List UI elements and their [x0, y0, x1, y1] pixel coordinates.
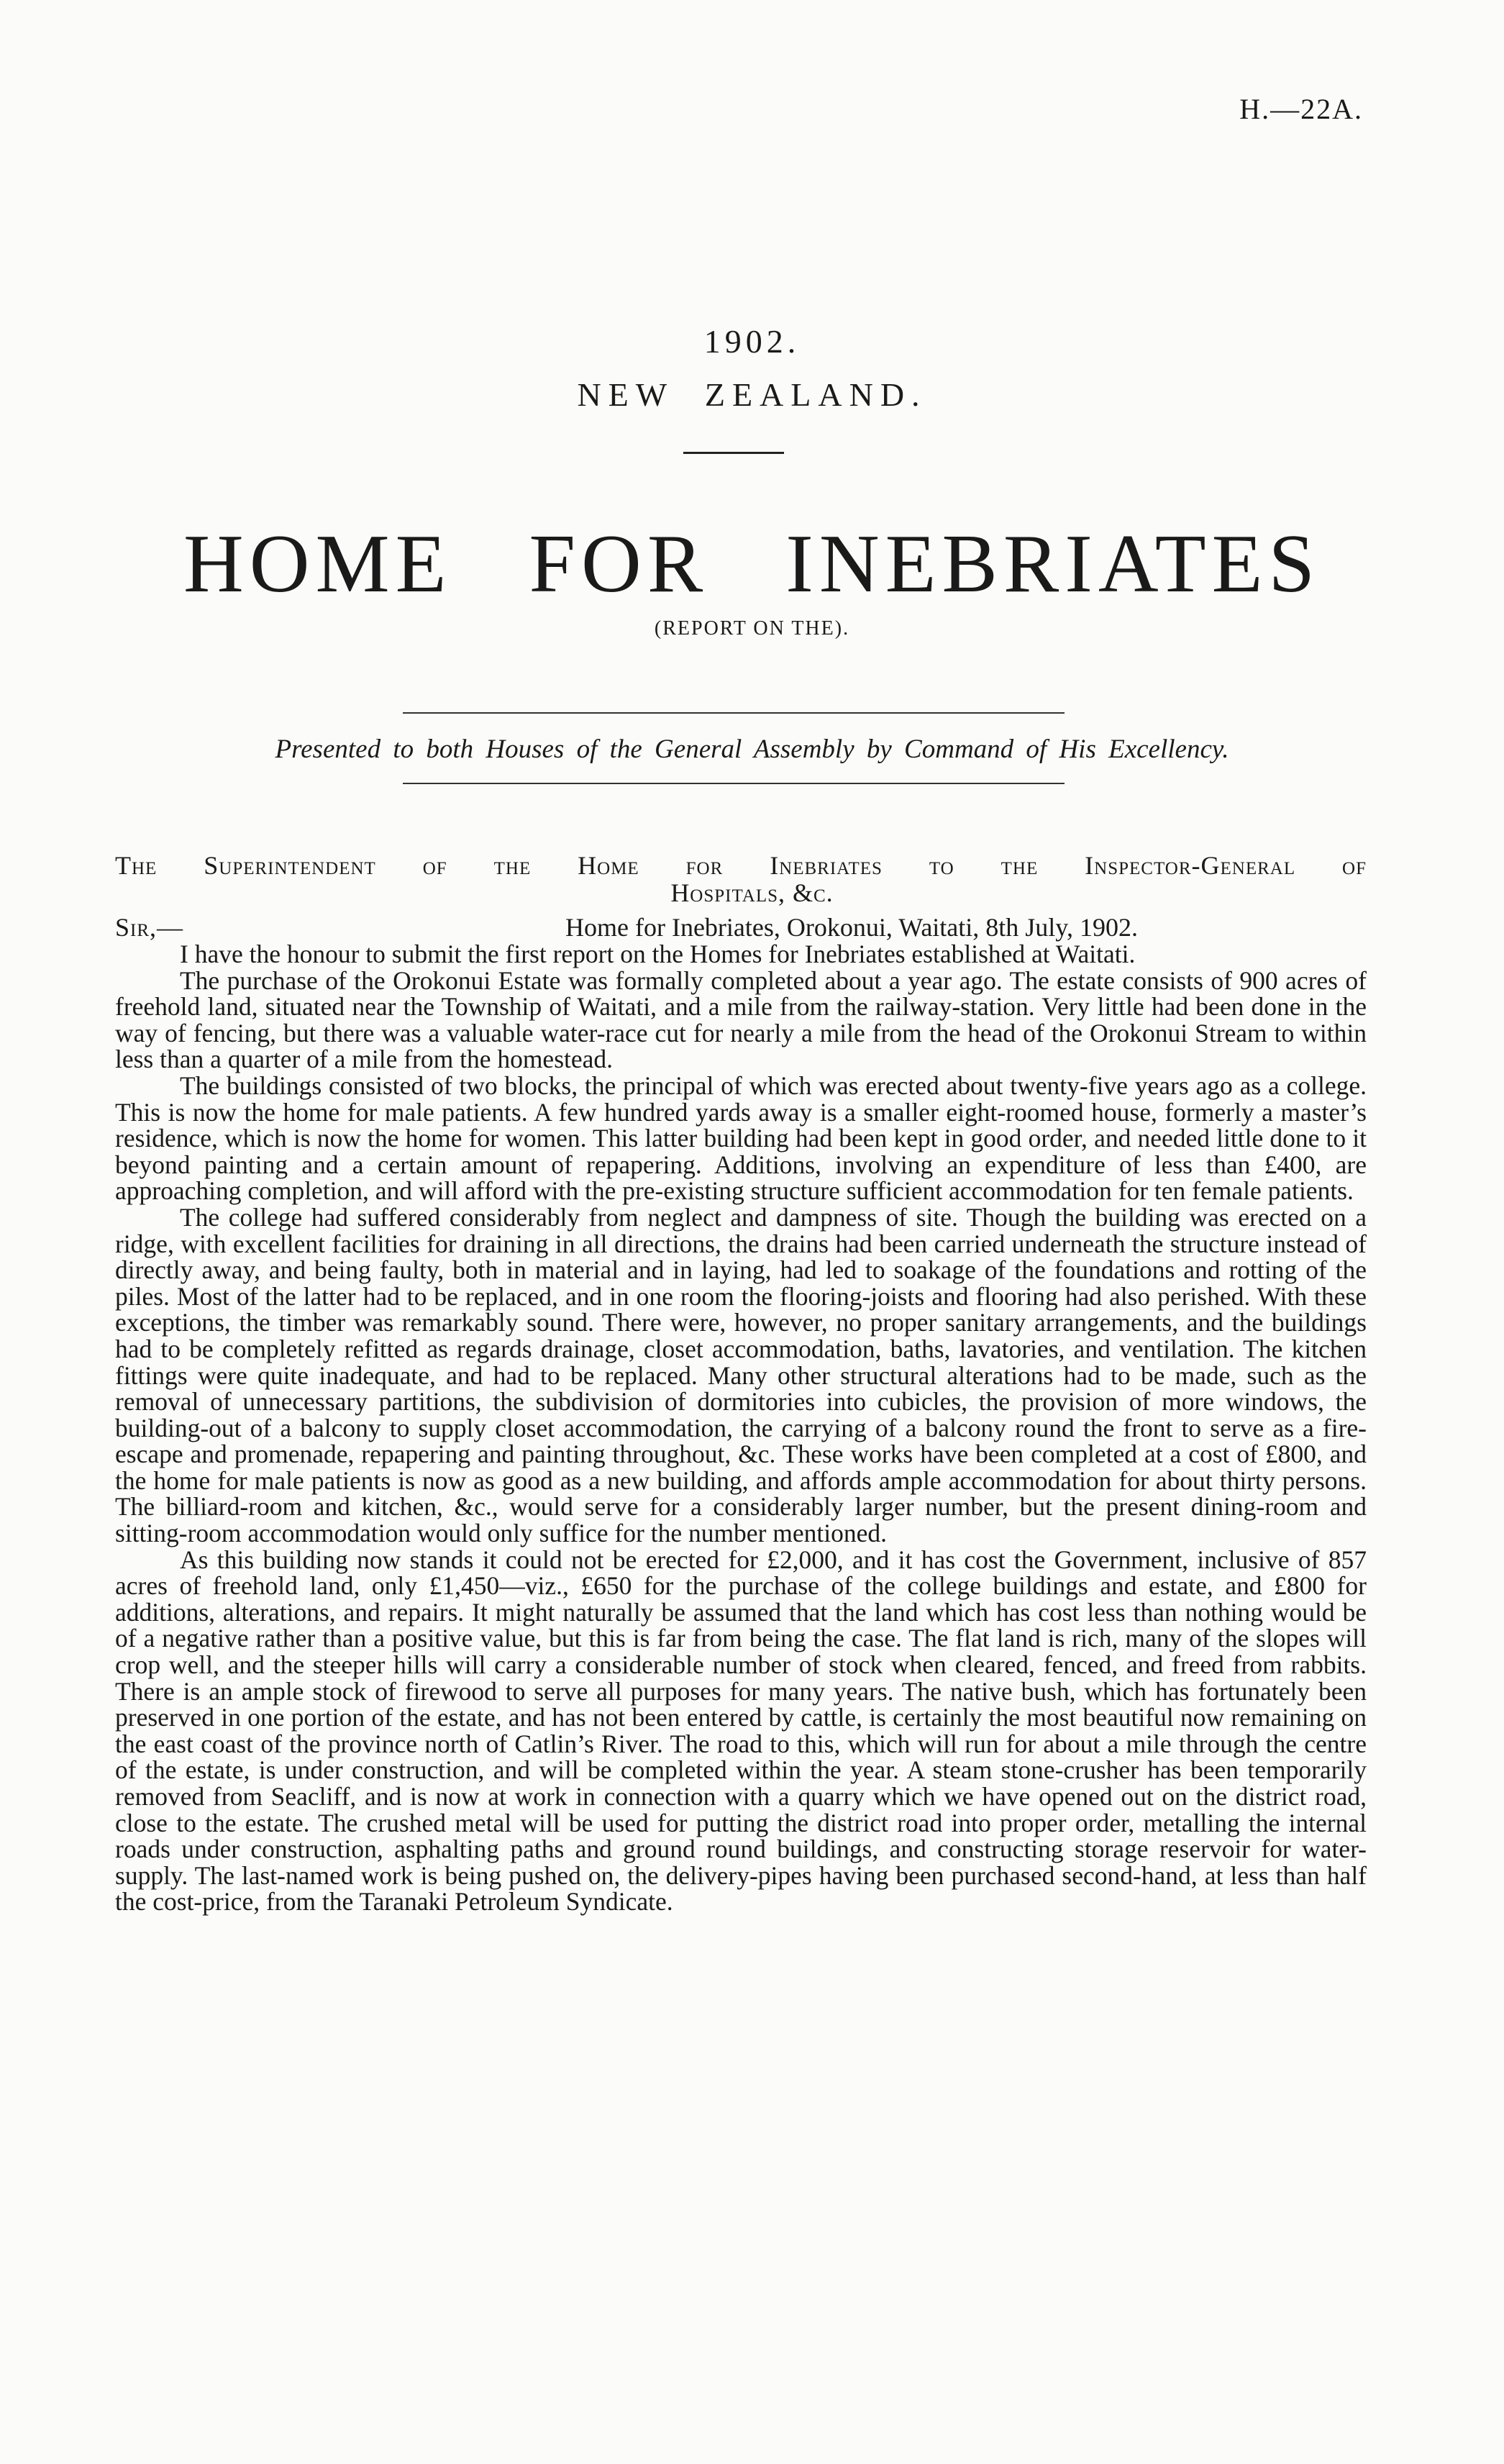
year: 1902. — [703, 323, 801, 360]
letter-address-continued: Hospitals, &c. — [670, 878, 834, 907]
presentation-note: Presented to both Houses of the General Assembly by Command of His Excellency. — [275, 735, 1229, 764]
paragraph: I have the honour to submit the first report on the Homes for Inebriates established at Waitati. — [180, 940, 1136, 968]
salutation-line — [115, 914, 1338, 941]
paragraph: As this building now stands it could not be erected for £2,000, and it has cost the Government, inclusive of 857 acres of freehold land, only £1,450—viz., £650 for the purchase of the college buildings and estate, and £800 for additions, alterations, and repairs. It might naturally be assumed that the land which has cost less than nothing would be of a negative rather than a positive value, but this is far from being the case. The flat land is rich, many of the slopes will crop well, and the steeper hills will carry a considerable number of stock when cleared, fenced, and freed from rabbits. There is an ample stock of firewood to serve all purposes for many years. The native bush, which has fortunately been preserved in one portion of the estate, and has not been entered by cattle, is certainly the most beautiful now remaining on the east coast of the province north of Catlin’s River. The road to this, which will run for about a mile through the centre of the estate, is under construction, and will be completed within the year. A steam stone-crusher has been temporarily removed from Seacliff, and is now at work in connection with a quarry which we have opened out on the district road, close to the estate. The crushed metal will be used for putting the district road into proper order, metalling the internal roads under construction, asphalting paths and ground round buildings, and constructing storage reservoir for water-supply. The last-named work is being pushed on, the delivery-pipes having been purchased second-hand, at less than half the cost-price, from the Taranaki Petroleum Syndicate. — [115, 1545, 1367, 1917]
paragraph: The purchase of the Orokonui Estate was formally completed about a year ago. The estate consists of 900 acres of freehold land, situated near the Township of Waitati, and a mile from the railway-station. Very little had been done in the way of fencing, but there was a valuable water-race cut for nearly a mile from the head of the Orokonui Stream to within less than a quarter of a mile from the homestead. — [115, 965, 1367, 1074]
dateline: Home for Inebriates, Orokonui, Waitati, 8th July, 1902. — [565, 913, 1138, 942]
paragraph: The buildings consisted of two blocks, the principal of which was erected about twenty-five years ago as a college. This is now the home for male patients. A few hundred yards away is a smaller eight-roomed house, formerly a master’s residence, which is now the home for women. This latter building had been kept in good order, and needed little done to it beyond painting and a certain amount of repapering. Additions, involving an expenditure of less than £400, are approaching completion, and will afford with the pre-existing structure sufficient accommodation for ten female patients. — [115, 1070, 1367, 1206]
document-code: H.—22A. — [1239, 93, 1363, 125]
letter-body — [115, 941, 1367, 1915]
paragraph: The college had suffered considerably from neglect and dampness of site. Though the building was erected on a ridge, with excellent facilities for draining in all directions, the drains had been carried underneath the structure instead of directly away, and being faulty, both in material and in laying, had led to soakage of the foundations and rotting of the piles. Most of the latter had to be replaced, and in one room the flooring-joists and flooring had also perished. With these exceptions, the timber was remarkably sound. There were, however, no proper sanitary arrangements, and the buildings had to be completely refitted as regards drainage, closet accommodation, baths, lavatories, and ventilation. The kitchen fittings were quite inadequate, and had to be replaced. Many other structural alterations had to be made, such as the removal of unnecessary partitions, the subdivision of dormitories into cubicles, the provision of more windows, the building-out of a balcony to supply closet accommodation, the carrying of a balcony round the front to serve as a fire-escape and promenade, repapering and painting throughout, &c. These works have been completed at a cost of £800, and the home for male patients is now as good as a new building, and affords ample accommodation for about thirty persons. The billiard-room and kitchen, &c., would serve for a considerably larger number, but the present dining-room and sitting-room accommodation would only suffice for the number mentioned. — [115, 1202, 1367, 1548]
divider-upper — [403, 712, 1065, 714]
main-title: HOME FOR INEBRIATES — [183, 518, 1321, 610]
divider-lower — [403, 783, 1065, 784]
subtitle: (REPORT ON THE). — [654, 617, 850, 640]
country: NEW ZEALAND. — [577, 376, 927, 413]
salutation: Sir,— — [115, 913, 184, 942]
letter-address: The Superintendent of the Home for Inebriates to the Inspector-General of — [115, 851, 1367, 880]
divider-short — [683, 452, 784, 454]
